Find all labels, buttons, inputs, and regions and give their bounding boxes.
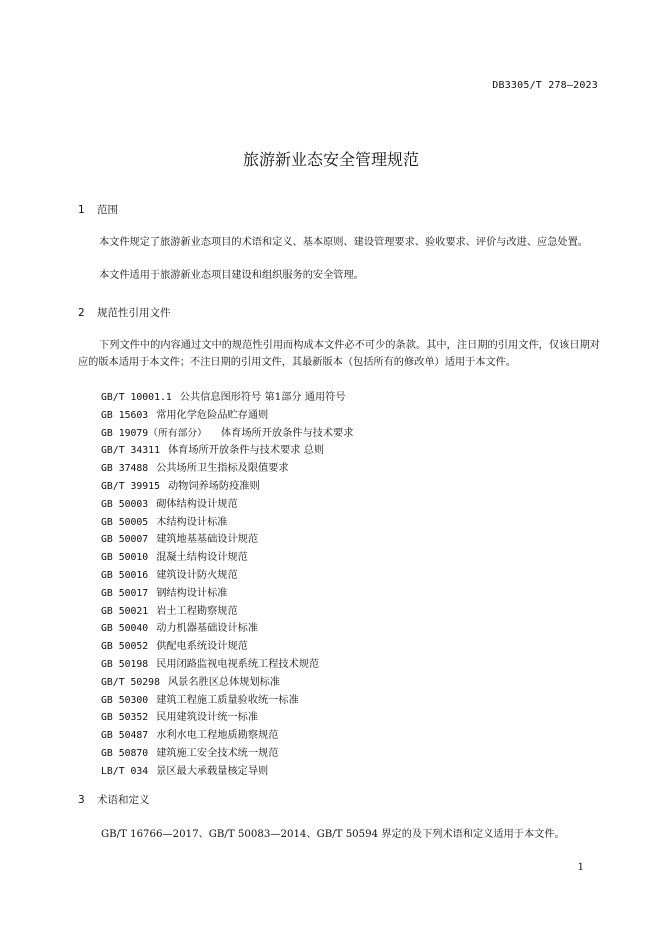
section-title: 术语和定义	[97, 794, 150, 806]
reference-code: GB 50021	[101, 605, 149, 617]
section-number: 3	[78, 794, 85, 806]
document-title: 旅游新业态安全管理规范	[242, 150, 419, 169]
reference-code: GB 50040	[101, 623, 149, 635]
reference-title: 民用建筑设计统一标准	[156, 712, 259, 724]
reference-code: GB/T 39915	[101, 480, 160, 492]
reference-item	[101, 692, 353, 710]
section-1-paragraph-2: 本文件适用于旅游新业态项目建设和组织服务的安全管理。	[99, 270, 364, 281]
reference-item	[101, 407, 353, 425]
reference-item	[101, 567, 353, 585]
reference-item	[101, 549, 353, 567]
reference-code: GB 50300	[101, 694, 149, 706]
reference-title: 民用闭路监视电视系统工程技术规范	[156, 658, 320, 670]
reference-code: GB/T 10001.1	[101, 392, 172, 403]
reference-title: 公共信息图形符号 第1部分 通用符号	[179, 392, 346, 403]
page-number: 1	[577, 862, 584, 873]
reference-title: 水利水电工程地质勘察规范	[156, 730, 279, 742]
reference-title: 混凝土结构设计规范	[156, 552, 248, 564]
document-code: DB3305/T 278—2023	[492, 80, 598, 91]
reference-title: 钢结构设计标准	[156, 587, 228, 599]
reference-item	[101, 460, 353, 478]
reference-code: GB 50487	[101, 730, 149, 742]
reference-title: 动物饲养场防疫准则	[167, 480, 260, 492]
reference-code: GB 50005	[101, 516, 149, 528]
reference-title: 建筑地基基础设计规范	[156, 534, 259, 546]
reference-code: GB 50052	[101, 641, 149, 653]
reference-code: GB 50003	[101, 498, 149, 510]
reference-item	[101, 478, 353, 496]
section-title: 范围	[97, 204, 118, 216]
reference-code: GB 50010	[101, 552, 149, 564]
reference-item	[101, 496, 353, 514]
reference-code: GB 50352	[101, 712, 149, 724]
reference-title: 常用化学危险品贮存通则	[156, 409, 269, 421]
reference-item	[101, 674, 353, 692]
reference-title: 风景名胜区总体规划标准	[167, 676, 281, 688]
reference-code: GB 50007	[101, 534, 149, 546]
reference-code: GB 19079（所有部分）	[101, 427, 207, 439]
reference-title: 体育场所开放条件与技术要求	[220, 427, 354, 439]
reference-code: GB 50016	[101, 569, 149, 581]
reference-item	[101, 709, 353, 727]
reference-code: GB 50198	[101, 658, 149, 670]
reference-title: 公共场所卫生指标及限值要求	[156, 463, 289, 475]
section-3-heading	[78, 792, 150, 807]
reference-item	[101, 442, 353, 460]
reference-title: 木结构设计标准	[156, 516, 228, 528]
reference-title: 建筑施工安全技术统一规范	[156, 747, 279, 759]
section-2-heading	[78, 305, 171, 320]
reference-code: GB 15603	[101, 409, 149, 421]
reference-code: LB/T 034	[101, 765, 149, 777]
section-title: 规范性引用文件	[97, 307, 171, 319]
section-1-heading	[78, 202, 118, 217]
reference-code: GB/T 34311	[101, 445, 160, 457]
reference-item	[101, 638, 353, 656]
reference-item	[101, 531, 353, 549]
section-number: 2	[78, 307, 85, 319]
reference-title: 体育场所开放条件与技术要求 总则	[167, 445, 325, 457]
reference-title: 建筑工程施工质量验收统一标准	[156, 694, 299, 706]
reference-item	[101, 763, 353, 781]
reference-item	[101, 425, 353, 443]
reference-item	[101, 389, 353, 407]
reference-item	[101, 745, 353, 763]
reference-code: GB 50017	[101, 587, 149, 599]
reference-item	[101, 727, 353, 745]
reference-title: 岩土工程勘察规范	[156, 605, 238, 617]
reference-code: GB 50870	[101, 747, 149, 759]
reference-title: 砌体结构设计规范	[156, 498, 238, 510]
reference-item	[101, 656, 353, 674]
section-2-paragraph-1: 下列文件中的内容通过文中的规范性引用而构成本文件必不可少的条款。其中，注日期的引用文件，仅该日期对应的版本适用于本文件；不注日期的引用文件，其最新版本（包括所有的修改单）适用于本文件。	[78, 340, 600, 368]
reference-code: GB/T 50298	[101, 676, 160, 688]
reference-code: GB 37488	[101, 463, 149, 475]
reference-item	[101, 620, 353, 638]
reference-title: 动力机器基础设计标准	[156, 623, 259, 635]
reference-title: 建筑设计防火规范	[156, 569, 238, 581]
reference-item	[101, 514, 353, 532]
section-3-paragraph-1: GB/T 16766—2017、GB/T 50083—2014、GB/T 50594 界定的及下列术语和定义适用于本文件。	[101, 829, 565, 840]
normative-references-list	[101, 389, 353, 781]
reference-item	[101, 585, 353, 603]
section-1-paragraph-1: 本文件规定了旅游新业态项目的术语和定义、基本原则、建设管理要求、验收要求、评价与改进、应急处置。	[99, 237, 588, 248]
reference-title: 景区最大承载量核定导则	[156, 765, 269, 777]
reference-title: 供配电系统设计规范	[156, 641, 248, 653]
section-number: 1	[78, 204, 85, 216]
reference-item	[101, 603, 353, 621]
